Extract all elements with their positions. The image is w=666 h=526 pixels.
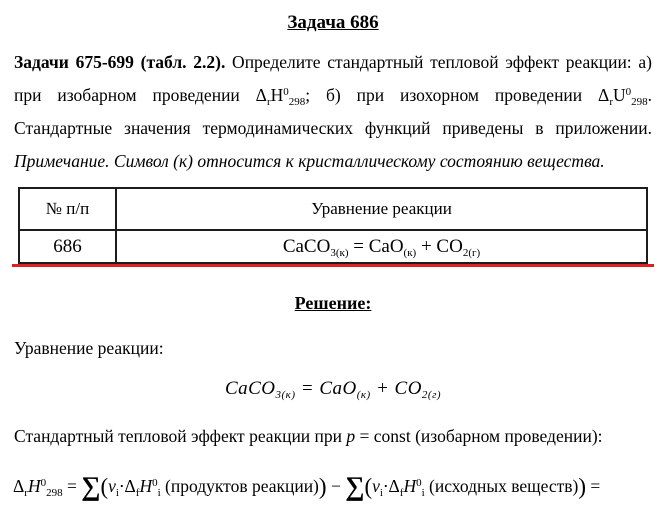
text-run: ⋅Δ: [118, 476, 136, 496]
text-run: r: [266, 96, 271, 108]
text-run: 0: [152, 477, 158, 489]
equation-label: Уравнение реакции:: [14, 338, 164, 358]
text-run: H: [270, 85, 284, 105]
text-run: + CO: [416, 235, 463, 257]
text-run: f: [135, 487, 140, 499]
text-run: H: [403, 476, 417, 496]
enthalpy-summation-formula: [13, 471, 652, 502]
enthalpy-intro-text: [14, 426, 652, 447]
page-title-text: Задача 686: [287, 12, 379, 33]
table-header-equation: Уравнение реакции: [116, 188, 647, 230]
text-run: (продуктов реакции): [160, 476, 319, 496]
solution-heading: [14, 293, 652, 314]
text-run: ⋅Δ: [382, 476, 400, 496]
text-run: r: [609, 96, 613, 108]
page-title: [14, 12, 652, 34]
text-run: 0: [283, 86, 289, 98]
text-run: (исходных веществ): [424, 476, 579, 496]
text-run: (: [364, 474, 373, 499]
text-run: (к): [356, 389, 371, 401]
text-run: ν: [108, 476, 116, 496]
text-run: Стандартный тепловой эффект реакции при: [14, 426, 347, 446]
text-run: ∑: [345, 471, 365, 501]
text-run: U: [612, 85, 626, 105]
text-run: f: [399, 487, 404, 499]
text-run: 298: [631, 96, 648, 108]
text-run: −: [326, 476, 346, 496]
red-underline-rule: [12, 264, 654, 267]
text-run: (к): [403, 246, 417, 259]
problem-number-cell: 686: [19, 230, 116, 263]
text-run: ): [318, 474, 327, 499]
text-run: i: [115, 487, 119, 499]
text-run: ∑: [81, 471, 101, 501]
text-run: ν: [372, 476, 380, 496]
text-run: Задачи 675-699 (табл. 2.2).: [14, 52, 226, 72]
text-run: 0: [40, 477, 47, 489]
text-run: i: [157, 487, 161, 499]
text-run: Δ: [13, 476, 25, 496]
problem-statement: [14, 46, 652, 178]
text-run: i: [421, 487, 425, 499]
solution-heading-text: Решение:: [294, 293, 372, 313]
text-run: i: [379, 487, 383, 499]
text-run: 3(к): [330, 246, 349, 259]
text-run: 0: [625, 86, 632, 98]
reaction-table: [18, 187, 648, 264]
text-run: Определите стандартный тепловой эффект реакции: а) при изобарном проведении Δ: [14, 52, 652, 105]
text-run: = CaO: [295, 378, 357, 399]
text-run: 298: [288, 96, 306, 108]
text-run: 0: [416, 477, 422, 489]
text-run: = const (изобарном проведении):: [355, 426, 603, 446]
text-run: 298: [46, 487, 63, 499]
text-run: = CaO: [348, 235, 404, 257]
reaction-equation-formula: [14, 378, 652, 400]
text-run: 2(г): [421, 389, 442, 401]
text-run: ): [578, 474, 587, 499]
text-run: p: [346, 426, 356, 446]
table-row: [19, 230, 647, 263]
table-header-row: [19, 188, 647, 230]
text-run: r: [24, 487, 28, 499]
text-run: . Стандартные значения термодинамических функций приведены в приложении.: [14, 85, 652, 138]
text-run: Примечание. Символ (к) относится к кристаллическому состоянию вещества.: [14, 151, 605, 171]
table-header-number: № п/п: [19, 188, 116, 230]
text-run: =: [62, 476, 82, 496]
text-run: 3(к): [275, 389, 296, 401]
text-run: CaCO: [282, 235, 331, 257]
text-run: =: [586, 476, 601, 496]
text-run: 2(г): [462, 246, 481, 259]
text-run: CaCO: [224, 378, 276, 399]
text-run: + CO: [370, 378, 422, 399]
text-run: H: [27, 476, 41, 496]
reaction-equation-cell: [116, 230, 647, 263]
text-run: ; б) при изохорном проведении Δ: [305, 85, 610, 105]
text-run: H: [139, 476, 153, 496]
text-run: (: [100, 474, 109, 499]
